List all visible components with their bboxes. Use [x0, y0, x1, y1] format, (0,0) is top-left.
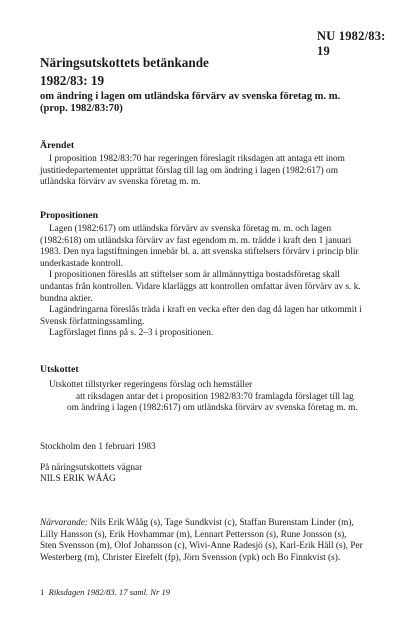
present-members	[40, 518, 365, 564]
proposition-paragraph: Lagen (1982:617) om utländska förvärv av svenska företag m. m. och lagen (1982:618) om utländska förvärv av fast egendom m. m. trädde i kraft den 1 januari 1983. Den nya lagstiftningen innebär bl. a. att svenska stiftelsers förvärv i princip blir underkastade kontroll.	[40, 224, 359, 269]
arendet-paragraph: I proposition 1982/83:70 har regeringen föreslagit riksdagen att antaga ett inom justitiedepartementet upprättat förslag till lag om ändring i lagen (1982:617) om utländska förvärv av svenska företag m. m.	[40, 154, 345, 188]
present-list: Nils Erik Wååg (s), Tage Sundkvist (c), Staffan Burenstam Linder (m), Lilly Hansson (s), Erik Hovhammar (m), Lennart Pettersson (s), Rune Jonsson (s), Sten Svensson (m), Olof Johansson (c), Wivi-Anne Radesjö (s), Karl-Erik Häll (s), Per Westerberg (m), Christer Eirefelt (fp), Jörn Svensson (vpk) och Bo Finnkvist (s).	[40, 518, 363, 563]
report-number: 1982/83: 19	[40, 73, 105, 88]
heading-utskottet: Utskottet	[40, 364, 79, 375]
heading-propositionen: Propositionen	[40, 210, 99, 221]
place-date: Stockholm den 1 februari 1983	[40, 442, 156, 452]
present-label: Närvarande:	[40, 518, 89, 528]
footer-number: 1	[40, 587, 45, 597]
signature-block	[40, 442, 365, 486]
section-arendet	[40, 154, 365, 189]
report-subtitle: om ändring i lagen om utländska förvärv av svenska företag m. m. (prop. 1982/83:70)	[40, 91, 341, 115]
utskottet-intro: Utskottet tillstyrker regeringens förslag och hemställer	[49, 380, 253, 390]
proposition-paragraph: Lagförslaget finns på s. 2–3 i propositionen.	[49, 328, 214, 339]
proposition-paragraph: Lagändringarna föreslås träda i kraft en vecka efter den dag då lagen har utkommit i Svensk författningssamling.	[40, 305, 362, 327]
footer-text: Riksdagen 1982/83. 17 saml. Nr 19	[48, 587, 171, 597]
section-utskottet	[40, 380, 365, 415]
utskottet-proposal: att riksdagen antar det i proposition 1982/83:70 framlagda förslaget till lag om ändring i lagen (1982:617) om utländska förvärv av svenska företag m. m.	[67, 391, 358, 414]
on-behalf: På näringsutskottets vägnar	[40, 462, 143, 473]
proposition-paragraph: I propositionen föreslås att stiftelser som är allmännyttiga bostadsföretag skall undantas från kontrollen. Vidare klarläggs att kontrollen omfattar även förvärv av s. k. bundna aktier.	[40, 270, 361, 304]
signatory-name: NILS ERIK WÅÅG	[40, 474, 116, 485]
heading-arendet: Ärendet	[40, 140, 75, 151]
report-title: Näringsutskottets betänkande	[40, 55, 209, 70]
section-propositionen	[40, 224, 365, 340]
page-tag: NU 1982/83: 19	[317, 29, 386, 58]
footer	[40, 587, 170, 597]
